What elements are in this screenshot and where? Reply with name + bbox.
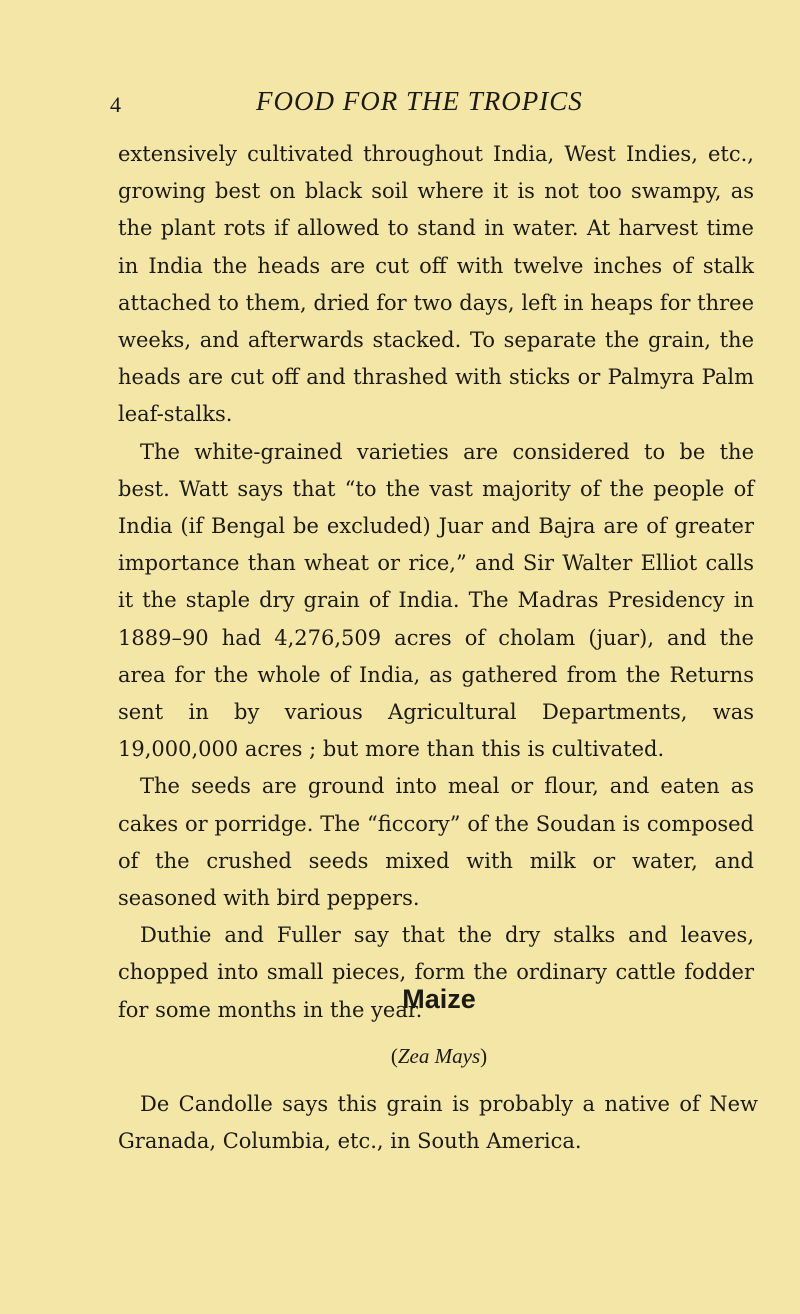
running-title: FOOD FOR THE TROPICS xyxy=(256,86,583,116)
page-header xyxy=(110,86,670,126)
paragraph-3: The seeds are ground into meal or flour, and eaten as cakes or porridge. The “ficcory” of the Soudan is composed of the crushed seeds mixed with milk or water, and seasoned with bird peppers. xyxy=(118,774,754,911)
paragraph-1: extensively cultivated throughout India, West Indies, etc., growing best on black soil where it is not too swampy, as the plant rots if allowed to stand in water. At harvest time in India the heads are cut off with twelve inches of stalk attached to them, dried for two days, left in heaps for three weeks, and afterwards stacked. To separate the grain, the heads are cut off and thrashed with sticks or Palmyra Palm leaf-stalks. xyxy=(118,142,754,427)
section-heading: Maize xyxy=(402,984,476,1014)
section-text xyxy=(118,1086,758,1160)
open-paren: ( xyxy=(390,1044,398,1068)
section-paragraph: De Candolle says this grain is probably a native of New Granada, Columbia, etc., in South America. xyxy=(118,1092,758,1154)
body-text xyxy=(118,136,754,1029)
paragraph-4: Duthie and Fuller say that the dry stalks and leaves, chopped into small pieces, form the ordinary cattle fodder for some months in the year. xyxy=(118,923,754,1022)
close-paren: ) xyxy=(480,1044,488,1068)
latin-name: Zea Mays xyxy=(397,1044,481,1068)
page-number: 4 xyxy=(110,92,121,117)
section-subheading xyxy=(0,1044,800,1069)
paragraph-2: The white-grained varieties are considered to be the best. Watt says that “to the vast majority of the people of India (if Bengal be excluded) Juar and Bajra are of greater importance than wheat or rice,” and Sir Walter Elliot calls it the staple dry grain of India. The Madras Presidency in 1889–90 had 4,276,509 acres of cholam (juar), and the area for the whole of India, as gathered from the Returns sent in by various Agricultural Departments, was 19,000,000 acres ; but more than this is cultivated. xyxy=(118,439,754,762)
